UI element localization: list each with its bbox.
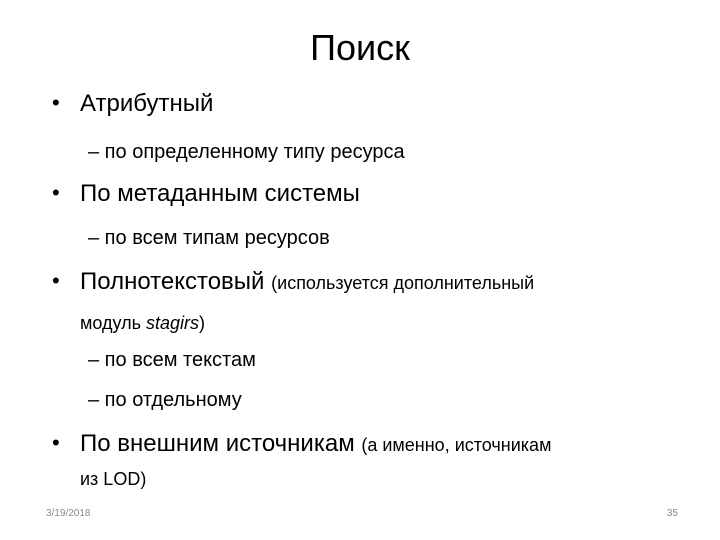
bullet-main: По внешним источникам (80, 430, 355, 457)
sub-item: – по всем типам ресурсов (88, 227, 330, 249)
bullet-note: (а именно, источникам (361, 435, 552, 455)
bullet-icon: • (52, 180, 60, 205)
sub-item: – по всем текстам (88, 349, 256, 371)
bullet-icon: • (52, 268, 60, 293)
bullet-main: Полнотекстовый (80, 268, 265, 295)
continuation-end: ) (199, 313, 205, 333)
bullet-fulltext (80, 266, 534, 299)
bullet-external (80, 428, 551, 461)
module-name: stagirs (145, 313, 199, 333)
page-number: 35 (666, 508, 678, 519)
sub-item: – по определенному типу ресурса (88, 141, 405, 163)
bullet-continuation: из LOD) (80, 469, 147, 489)
bullet-attribute: Атрибутный (80, 90, 214, 117)
bullet-icon: • (52, 430, 60, 455)
sub-item: – по отдельному (88, 389, 242, 411)
bullet-continuation (80, 310, 205, 336)
bullet-note: (используется дополнительный (271, 273, 535, 293)
slide-title: Поиск (310, 27, 410, 68)
bullet-icon: • (52, 90, 60, 115)
bullet-metadata: По метаданным системы (80, 180, 360, 207)
footer-date: 3/19/2018 (46, 508, 91, 519)
continuation-text: модуль (80, 313, 146, 333)
